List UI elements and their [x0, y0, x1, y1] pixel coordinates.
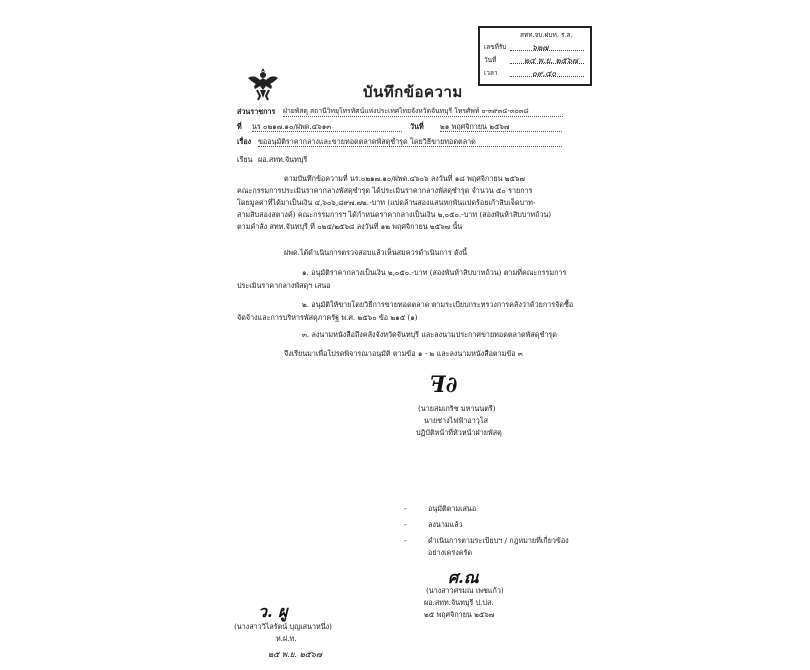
stamp-header: สทท.จบ.ฝบท. ร.ล.	[520, 31, 573, 39]
garuda-emblem-icon	[246, 66, 280, 102]
approval-bullet-3: -	[404, 536, 407, 545]
body-p1-line2: คณะกรรมการประเมินราคากลางพัสดุชำรุด ได้ประเมินราคากลางพัสดุชำรุด จำนวน ๕๐ รายการ	[237, 186, 533, 195]
receiving-stamp	[478, 26, 592, 86]
body-p1-line1: ตามบันทึกข้อความที่ นร.๐๒๑๗.๑๐/ฝพด.๔๖๐๖ ลงวันที่ ๑๘ พฤศจิกายน ๒๕๖๗	[284, 174, 525, 183]
signer2-date: ๒๕ พฤศจิกายน ๒๕๖๗	[424, 610, 495, 619]
signature-1: ꟻ∂	[430, 372, 458, 398]
number-value: นร ๐๒๑๗.๑๐/ฝพด.๔๖๑๓	[252, 122, 402, 132]
stamp-number-value: ๖๒๗	[532, 43, 549, 52]
body-p1-line4: สามสิบสองสตางค์) คณะกรรมการฯ ได้กำหนดราคากลางเป็นเงิน ๒,๐๕๐.-บาท (สองพันห้าสิบบาทถ้วน)	[237, 210, 552, 219]
agency-label: ส่วนราชการ	[237, 107, 276, 116]
stamp-time-label: เวลา	[484, 69, 498, 77]
to-value: ผอ.สทท.จันทบุรี	[258, 155, 308, 164]
approval-item-3-cont: อย่างเคร่งครัด	[428, 548, 473, 557]
stamp-time-value: ๐๙.๔๐	[532, 69, 557, 78]
body-item1-line2: ประเมินราคากลางพัสดุฯ เสนอ	[237, 281, 331, 290]
agency-value: ฝ่ายพัสดุ สถานีวิทยุโทรทัศน์แห่งประเทศไทยจังหวัดจันทบุรี โทรศัพท์ ๐-๓๙๓๔-๓๐๓๘	[283, 107, 563, 117]
body-p1-line5: ตามคำสั่ง สทท.จันทบุรี ที่ ๐๒๔/๒๕๖๘ ลงวันที่ ๑๒ พฤศจิกายน ๒๕๖๗ นั้น	[237, 222, 463, 231]
approval-item-1: อนุมัติตามเสนอ	[428, 504, 477, 513]
signature-3: ว. ผู	[258, 602, 288, 621]
signer1-position1: นายช่างไฟฟ้าอาวุโส	[424, 416, 489, 425]
number-label: ที่	[237, 122, 242, 131]
signer2-position: ผอ.สทท.จันทบุรี ป.ปส.	[424, 598, 494, 607]
date-value: ๒๑ พฤศจิกายน ๒๕๖๗	[440, 122, 562, 132]
subject-label: เรื่อง	[237, 137, 252, 146]
signer2-name: (นางสาวศรมณ เพชแก้ว)	[426, 586, 504, 595]
approval-bullet-2: -	[404, 520, 407, 529]
approval-bullet-1: -	[404, 504, 407, 513]
body-closing: จึงเรียนมาเพื่อโปรดพิจารณาอนุมัติ ตามข้อ ๑ - ๒ และลงนามหนังสือตามข้อ ๓	[284, 349, 523, 358]
approval-item-2: ลงนามแล้ว	[428, 520, 463, 529]
signer1-name: (นายสมเกริช มหานนตรี)	[418, 404, 496, 413]
body-p2: ฝพด.ได้ดำเนินการตรวจสอบแล้วเห็นสมควรดำเนินการ ดังนี้	[284, 248, 468, 257]
body-item1-line1: ๑. อนุมัติราคากลางเป็นเงิน ๒,๐๕๐.-บาท (สองพันห้าสิบบาทถ้วน) ตามที่คณะกรรมการ	[302, 268, 567, 277]
body-item3: ๓. ลงนามหนังสือถึงคลังจังหวัดจันทบุรี และลงนามประกาศขายทอดตลาดพัสดุชำรุด	[302, 330, 557, 339]
stamp-date-value: ๒๔ พ.ย. ๒๕๖๗	[524, 56, 578, 65]
signer3-position: ห.ฝ.ท.	[276, 634, 297, 643]
signer1-position2: ปฏิบัติหน้าที่หัวหน้าฝ่ายพัสดุ	[416, 428, 502, 437]
signer3-name: (นางสาววิไลรัตน์ บุญเสนาหนึ่ง)	[234, 622, 332, 631]
body-item2-line2: จัดจ้างและการบริหารพัสดุภาครัฐ พ.ศ. ๒๕๖๐ ข้อ ๒๑๕ (๑)	[237, 313, 418, 322]
memo-title: บันทึกข้อความ	[363, 83, 463, 101]
approval-item-3: ดำเนินการตามระเบียบฯ / กฎหมายที่เกี่ยวข้อง	[428, 536, 569, 545]
stamp-date-label: วันที่	[484, 56, 497, 64]
stamp-number-label: เลขที่รับ	[484, 43, 507, 51]
body-item2-line1: ๒. อนุมัติให้ขายโดยวิธีการขายทอดตลาด ตามระเบียบกระทรวงการคลังว่าด้วยการจัดซื้อ	[302, 300, 574, 309]
body-p1-line3: โดยมูลค่าที่ได้มาเป็นเงิน ๔,๖๐๖,๘๙๗.๗๒.-บาท (แปดล้านสองแสนหกพันแปดร้อยเก้าสิบเจ็ดบาท-	[237, 198, 536, 207]
subject-value: ขออนุมัติราคากลางและขายทอดตลาดพัสดุชำรุด โดยวิธีขายทอดตลาด	[258, 137, 562, 147]
signature-2: ศ.ณ	[448, 568, 479, 587]
to-label: เรียน	[237, 155, 253, 164]
date-label: วันที่	[410, 122, 424, 131]
signer3-date: ๒๕ พ.ย. ๒๕๖๗	[268, 650, 322, 659]
